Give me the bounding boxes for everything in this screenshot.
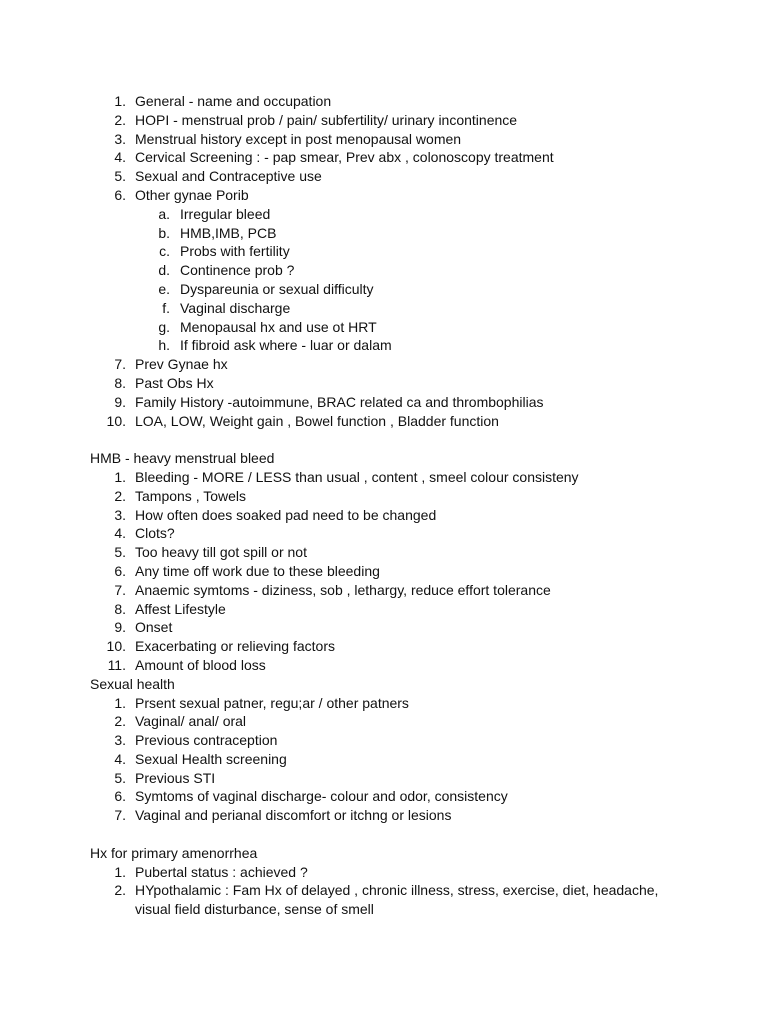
list-number: 9.: [114, 619, 126, 636]
list-text: Family History -autoimmune, BRAC related ca and thrombophilias: [135, 393, 544, 410]
list-number: 6.: [114, 186, 126, 203]
list-number: 3.: [114, 732, 126, 749]
list-item: [0, 393, 768, 412]
list-number: 5.: [114, 168, 126, 185]
list-text: Pubertal status : achieved ?: [135, 863, 308, 880]
list-item: [0, 787, 768, 806]
sub-list-item: [0, 280, 768, 299]
list-number: 4.: [114, 525, 126, 542]
sub-list-item: [0, 299, 768, 318]
section-heading: Hx for primary amenorrhea: [90, 844, 258, 861]
section-heading: HMB - heavy menstrual bleed: [90, 450, 275, 467]
list-text: Tampons , Towels: [135, 487, 247, 504]
list-text: Menstrual history except in post menopausal women: [135, 130, 462, 147]
list-text: Symtoms of vaginal discharge- colour and odor, consistency: [135, 788, 508, 805]
list-item: [0, 506, 768, 525]
list-item: [0, 750, 768, 769]
list-text: Vaginal and perianal discomfort or itchng or lesions: [135, 807, 452, 824]
list-text: Too heavy till got spill or not: [135, 544, 307, 561]
list-number: 8.: [114, 374, 126, 391]
list-number: 2.: [114, 882, 126, 899]
sub-list-text: HMB,IMB, PCB: [180, 224, 277, 241]
list-text: Exacerbating or relieving factors: [135, 638, 335, 655]
sub-list-item: [0, 242, 768, 261]
list-item: [0, 712, 768, 731]
list-text: Anaemic symtoms - diziness, sob , lethargy, reduce effort tolerance: [135, 581, 551, 598]
list-text: Onset: [135, 619, 173, 636]
list-item: [0, 863, 768, 882]
sub-list-item: [0, 318, 768, 337]
list-text: Bleeding - MORE / LESS than usual , content , smeel colour consisteny: [135, 468, 579, 485]
document-page: [0, 92, 768, 919]
list-number: 2.: [114, 713, 126, 730]
list-item: [0, 487, 768, 506]
list-text: General - name and occupation: [135, 93, 332, 109]
list-number: 4.: [114, 149, 126, 166]
list-text: Amount of blood loss: [135, 656, 266, 673]
list-item: [0, 600, 768, 619]
list-number: 11.: [107, 656, 126, 673]
list-number: 6.: [114, 788, 126, 805]
list-text-continuation: visual field disturbance, sense of smell: [135, 901, 374, 918]
list-item: [0, 694, 768, 713]
list-number: 1.: [114, 468, 126, 485]
sub-list-letter: c.: [159, 243, 170, 260]
list-item: [0, 524, 768, 543]
list-text: Sexual and Contraceptive use: [135, 168, 322, 185]
list-text: Vaginal/ anal/ oral: [135, 713, 247, 730]
list-number: 3.: [114, 506, 126, 523]
list-item: [0, 731, 768, 750]
sub-list-item: [0, 205, 768, 224]
list-item: [0, 769, 768, 788]
list-item: [0, 186, 768, 205]
list-item: [0, 562, 768, 581]
list-item: [0, 374, 768, 393]
list-number: 8.: [114, 600, 126, 617]
list-item: [0, 167, 768, 186]
list-item: [0, 355, 768, 374]
sub-list-letter: a.: [158, 205, 170, 222]
list-item: [0, 92, 768, 111]
blank-line: [0, 430, 768, 449]
sub-list-text: Continence prob ?: [180, 262, 295, 279]
list-number: 10.: [106, 638, 126, 655]
sub-list-text: Menopausal hx and use ot HRT: [180, 318, 377, 335]
list-item: [0, 111, 768, 130]
list-number: 1.: [114, 93, 126, 109]
sub-list-letter: d.: [158, 262, 170, 279]
list-item: [0, 130, 768, 149]
list-number: 7.: [114, 356, 126, 373]
list-number: 7.: [114, 807, 126, 824]
list-item: [0, 468, 768, 487]
list-number: 5.: [114, 769, 126, 786]
list-text: Other gynae Porib: [135, 186, 249, 203]
list-item: [0, 881, 768, 900]
list-number: 1.: [114, 694, 126, 711]
list-text: HOPI - menstrual prob / pain/ subfertility/ urinary incontinence: [135, 111, 518, 128]
list-number: 10.: [106, 412, 126, 429]
list-number: 3.: [114, 130, 126, 147]
list-item: [0, 656, 768, 675]
list-number: 2.: [114, 487, 126, 504]
sub-list-item: [0, 336, 768, 355]
list-item: [0, 581, 768, 600]
list-item: [0, 637, 768, 656]
list-number: 4.: [114, 750, 126, 767]
list-text: Prev Gynae hx: [135, 356, 228, 373]
list-item: [0, 618, 768, 637]
sub-list-text: Dyspareunia or sexual difficulty: [180, 280, 374, 297]
list-text: Cervical Screening : - pap smear, Prev abx , colonoscopy treatment: [135, 149, 554, 166]
list-text: Past Obs Hx: [135, 374, 214, 391]
list-text: Sexual Health screening: [135, 750, 287, 767]
list-item: [0, 412, 768, 431]
sub-list-text: Irregular bleed: [180, 205, 271, 222]
sub-list-letter: f.: [162, 299, 170, 316]
list-item: [0, 806, 768, 825]
sub-list-text: Probs with fertility: [180, 243, 290, 260]
list-text: Previous contraception: [135, 732, 278, 749]
blank-line: [0, 825, 768, 844]
sub-list-item: [0, 224, 768, 243]
list-text: Any time off work due to these bleeding: [135, 562, 380, 579]
sub-list-text: If fibroid ask where - luar or dalam: [180, 337, 392, 354]
list-text: Clots?: [135, 525, 175, 542]
list-text: HYpothalamic : Fam Hx of delayed , chronic illness, stress, exercise, diet, headache,: [135, 882, 659, 899]
list-number: 1.: [114, 863, 126, 880]
sub-list-letter: e.: [158, 280, 170, 297]
list-text: How often does soaked pad need to be changed: [135, 506, 437, 523]
list-number: 9.: [114, 393, 126, 410]
list-text: Affest Lifestyle: [135, 600, 226, 617]
list-text: LOA, LOW, Weight gain , Bowel function , Bladder function: [135, 412, 499, 429]
list-text: Prsent sexual patner, regu;ar / other patners: [135, 694, 409, 711]
list-text: Previous STI: [135, 769, 216, 786]
list-item: [0, 148, 768, 167]
list-number: 2.: [114, 111, 126, 128]
list-number: 7.: [114, 581, 126, 598]
list-number: 5.: [114, 544, 126, 561]
sub-list-text: Vaginal discharge: [180, 299, 291, 316]
list-number: 6.: [114, 562, 126, 579]
section-heading: Sexual health: [90, 675, 175, 692]
sub-list-letter: b.: [158, 224, 170, 241]
list-item: [0, 543, 768, 562]
sub-list-letter: g.: [158, 318, 170, 335]
sub-list-letter: h.: [158, 337, 170, 354]
sub-list-item: [0, 261, 768, 280]
